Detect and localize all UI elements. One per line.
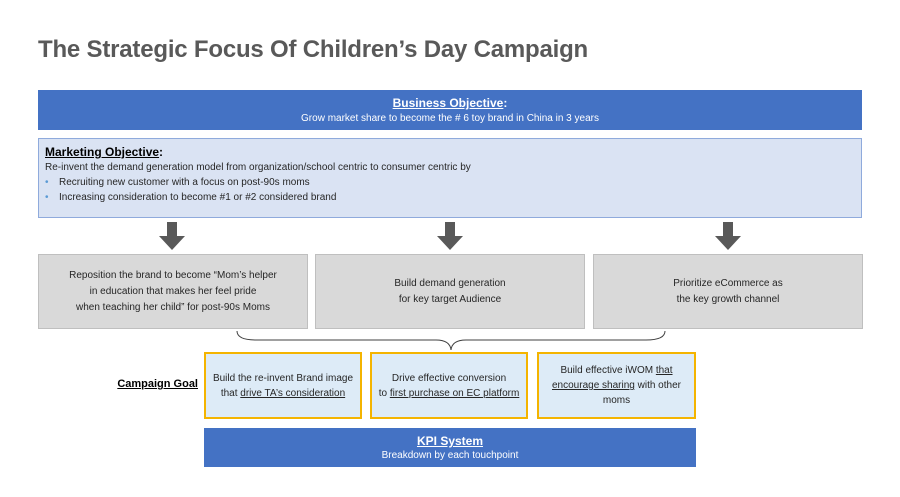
kpi-heading: KPI System <box>416 434 484 448</box>
marketing-objective-heading: Marketing Objective: <box>45 145 164 159</box>
bullet-icon: • <box>45 192 49 203</box>
strategy-box-ecommerce: Prioritize eCommerce as the key growth channel <box>593 254 863 329</box>
marketing-objective-lead: Re-invent the demand generation model from organization/school centric to consumer centric by <box>45 162 471 173</box>
kpi-text: Breakdown by each touchpoint <box>381 450 519 461</box>
list-item: • Increasing consideration to become #1 or #2 considered brand <box>45 192 337 203</box>
down-arrow-icon <box>437 222 463 250</box>
down-arrow-icon <box>159 222 185 250</box>
page-title: The Strategic Focus Of Children’s Day Campaign <box>38 36 589 63</box>
marketing-objective-list <box>45 177 855 203</box>
list-item: • Recruiting new customer with a focus on post-90s moms <box>45 177 310 188</box>
business-objective-text: Grow market share to become the # 6 toy brand in China in 3 years <box>301 113 599 124</box>
business-objective-heading: Business Objective: <box>392 96 508 110</box>
strategy-box-demand-generation: Build demand generation for key target Audience <box>315 254 585 329</box>
business-objective-box <box>38 90 862 130</box>
kpi-system-box <box>204 428 696 467</box>
strategy-box-reposition: Reposition the brand to become “Mom’s helper in education that makes her feel pride when teaching her child” for post-90s Moms <box>38 254 308 329</box>
brace-connector <box>236 330 666 352</box>
goal-box-brand-image: Build the re-invent Brand image that drive TA’s consideration <box>204 352 362 419</box>
down-arrow-icon <box>715 222 741 250</box>
campaign-goal-label: Campaign Goal <box>117 378 198 390</box>
marketing-objective-box <box>38 138 862 218</box>
goal-box-conversion: Drive effective conversion to first purchase on EC platform <box>370 352 528 419</box>
bullet-icon: • <box>45 177 49 188</box>
goal-box-iwom: Build effective iWOM that encourage sharing with other moms <box>537 352 696 419</box>
